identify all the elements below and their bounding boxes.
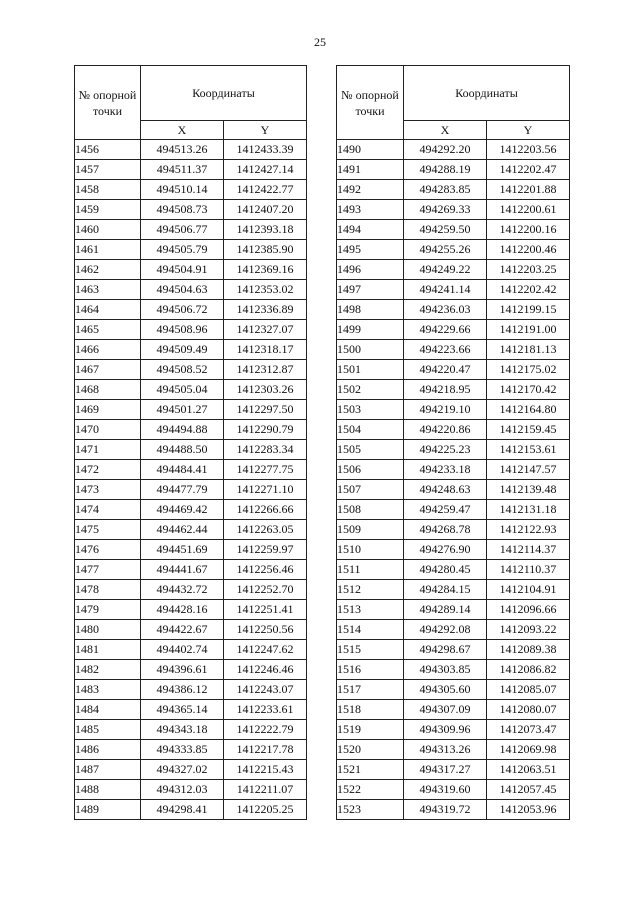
y-coordinate-cell: 1412069.98	[487, 740, 570, 760]
y-coordinate-cell: 1412057.45	[487, 780, 570, 800]
y-coordinate-cell: 1412217.78	[224, 740, 307, 760]
table-row	[337, 600, 570, 620]
x-coordinate-cell: 494508.96	[141, 320, 224, 340]
y-coordinate-cell: 1412096.66	[487, 600, 570, 620]
x-coordinate-cell: 494327.02	[141, 760, 224, 780]
point-number-cell: 1511	[337, 560, 404, 580]
x-coordinate-cell: 494319.60	[404, 780, 487, 800]
point-number-cell: 1503	[337, 400, 404, 420]
x-coordinate-cell: 494289.14	[404, 600, 487, 620]
point-number-cell: 1483	[75, 680, 141, 700]
point-number-cell: 1517	[337, 680, 404, 700]
y-coordinate-cell: 1412259.97	[224, 540, 307, 560]
point-number-header: № опорной точки	[337, 66, 404, 140]
y-coordinate-cell: 1412200.16	[487, 220, 570, 240]
x-coordinate-cell: 494259.50	[404, 220, 487, 240]
x-coordinate-cell: 494220.86	[404, 420, 487, 440]
x-coordinate-cell: 494284.15	[404, 580, 487, 600]
y-coordinate-cell: 1412170.42	[487, 380, 570, 400]
table-row	[337, 660, 570, 680]
x-coordinate-cell: 494494.88	[141, 420, 224, 440]
y-coordinate-cell: 1412266.66	[224, 500, 307, 520]
coordinates-header: Координаты	[404, 66, 570, 121]
x-coordinate-cell: 494268.78	[404, 520, 487, 540]
table-row	[337, 400, 570, 420]
coordinates-table-left	[74, 65, 307, 820]
x-coordinate-cell: 494259.47	[404, 500, 487, 520]
table-row	[75, 140, 307, 160]
table-row	[75, 600, 307, 620]
table-row	[75, 280, 307, 300]
point-number-cell: 1518	[337, 700, 404, 720]
point-number-cell: 1474	[75, 500, 141, 520]
y-coordinate-cell: 1412252.70	[224, 580, 307, 600]
table-row	[75, 420, 307, 440]
y-coordinate-cell: 1412114.37	[487, 540, 570, 560]
table-row	[75, 700, 307, 720]
y-coordinate-cell: 1412199.15	[487, 300, 570, 320]
x-coordinate-cell: 494396.61	[141, 660, 224, 680]
y-coordinate-cell: 1412191.00	[487, 320, 570, 340]
x-coordinate-cell: 494343.18	[141, 720, 224, 740]
point-number-cell: 1494	[337, 220, 404, 240]
y-coordinate-cell: 1412336.89	[224, 300, 307, 320]
x-coordinate-cell: 494319.72	[404, 800, 487, 820]
table-row	[75, 360, 307, 380]
table-row	[337, 640, 570, 660]
y-coordinate-cell: 1412297.50	[224, 400, 307, 420]
x-coordinate-cell: 494505.04	[141, 380, 224, 400]
table-row	[75, 540, 307, 560]
y-coordinate-cell: 1412175.02	[487, 360, 570, 380]
y-coordinate-cell: 1412222.79	[224, 720, 307, 740]
y-coordinate-cell: 1412200.46	[487, 240, 570, 260]
table-row	[337, 140, 570, 160]
point-number-cell: 1471	[75, 440, 141, 460]
point-number-cell: 1467	[75, 360, 141, 380]
table-row	[337, 520, 570, 540]
x-coordinate-cell: 494303.85	[404, 660, 487, 680]
y-coordinate-cell: 1412407.20	[224, 200, 307, 220]
point-number-cell: 1493	[337, 200, 404, 220]
x-coordinate-cell: 494365.14	[141, 700, 224, 720]
x-coordinate-cell: 494298.67	[404, 640, 487, 660]
x-coordinate-cell: 494432.72	[141, 580, 224, 600]
point-number-cell: 1470	[75, 420, 141, 440]
table-row	[337, 220, 570, 240]
point-number-cell: 1491	[337, 160, 404, 180]
y-coordinate-cell: 1412205.25	[224, 800, 307, 820]
point-number-cell: 1480	[75, 620, 141, 640]
table-row	[75, 480, 307, 500]
x-coordinate-cell: 494510.14	[141, 180, 224, 200]
x-coordinate-cell: 494386.12	[141, 680, 224, 700]
table-row	[75, 740, 307, 760]
x-coordinate-cell: 494422.67	[141, 620, 224, 640]
table-row	[337, 420, 570, 440]
y-coordinate-cell: 1412203.56	[487, 140, 570, 160]
table-row	[75, 320, 307, 340]
y-coordinate-cell: 1412243.07	[224, 680, 307, 700]
y-coordinate-cell: 1412159.45	[487, 420, 570, 440]
table-row	[337, 560, 570, 580]
point-number-cell: 1504	[337, 420, 404, 440]
y-coordinate-cell: 1412202.42	[487, 280, 570, 300]
point-number-cell: 1460	[75, 220, 141, 240]
x-coordinate-cell: 494317.27	[404, 760, 487, 780]
y-coordinate-cell: 1412080.07	[487, 700, 570, 720]
x-coordinate-cell: 494241.14	[404, 280, 487, 300]
table-row	[75, 160, 307, 180]
point-number-cell: 1462	[75, 260, 141, 280]
y-coordinate-cell: 1412247.62	[224, 640, 307, 660]
y-header: Y	[487, 121, 570, 140]
point-number-cell: 1500	[337, 340, 404, 360]
y-coordinate-cell: 1412246.46	[224, 660, 307, 680]
table-row	[337, 700, 570, 720]
point-number-cell: 1521	[337, 760, 404, 780]
x-coordinate-cell: 494508.52	[141, 360, 224, 380]
x-coordinate-cell: 494276.90	[404, 540, 487, 560]
point-number-cell: 1472	[75, 460, 141, 480]
table-row	[75, 720, 307, 740]
y-coordinate-cell: 1412251.41	[224, 600, 307, 620]
y-coordinate-cell: 1412110.37	[487, 560, 570, 580]
page-number: 25	[314, 35, 326, 49]
y-coordinate-cell: 1412250.56	[224, 620, 307, 640]
x-coordinate-cell: 494255.26	[404, 240, 487, 260]
x-coordinate-cell: 494283.85	[404, 180, 487, 200]
table-row	[75, 760, 307, 780]
point-number-cell: 1487	[75, 760, 141, 780]
y-coordinate-cell: 1412200.61	[487, 200, 570, 220]
x-coordinate-cell: 494233.18	[404, 460, 487, 480]
table-row	[337, 300, 570, 320]
y-coordinate-cell: 1412202.47	[487, 160, 570, 180]
table-row	[337, 160, 570, 180]
x-coordinate-cell: 494219.10	[404, 400, 487, 420]
x-coordinate-cell: 494513.26	[141, 140, 224, 160]
table-row	[75, 220, 307, 240]
x-coordinate-cell: 494451.69	[141, 540, 224, 560]
table-row	[75, 640, 307, 660]
x-coordinate-cell: 494441.67	[141, 560, 224, 580]
x-coordinate-cell: 494501.27	[141, 400, 224, 420]
point-number-cell: 1496	[337, 260, 404, 280]
point-number-cell: 1516	[337, 660, 404, 680]
table-row	[337, 780, 570, 800]
x-coordinate-cell: 494504.63	[141, 280, 224, 300]
table-row	[337, 680, 570, 700]
table-row	[75, 520, 307, 540]
y-coordinate-cell: 1412147.57	[487, 460, 570, 480]
point-number-cell: 1465	[75, 320, 141, 340]
x-coordinate-cell: 494505.79	[141, 240, 224, 260]
x-coordinate-cell: 494511.37	[141, 160, 224, 180]
point-number-cell: 1512	[337, 580, 404, 600]
point-number-cell: 1461	[75, 240, 141, 260]
x-coordinate-cell: 494469.42	[141, 500, 224, 520]
table-row	[337, 720, 570, 740]
y-coordinate-cell: 1412131.18	[487, 500, 570, 520]
point-number-cell: 1479	[75, 600, 141, 620]
y-coordinate-cell: 1412203.25	[487, 260, 570, 280]
table-row	[75, 400, 307, 420]
y-coordinate-cell: 1412303.26	[224, 380, 307, 400]
x-coordinate-cell: 494225.23	[404, 440, 487, 460]
x-coordinate-cell: 494462.44	[141, 520, 224, 540]
x-coordinate-cell: 494509.49	[141, 340, 224, 360]
y-coordinate-cell: 1412122.93	[487, 520, 570, 540]
y-coordinate-cell: 1412164.80	[487, 400, 570, 420]
table-row	[75, 560, 307, 580]
x-coordinate-cell: 494269.33	[404, 200, 487, 220]
table-row	[337, 480, 570, 500]
point-number-cell: 1456	[75, 140, 141, 160]
point-number-cell: 1522	[337, 780, 404, 800]
table-row	[75, 580, 307, 600]
x-coordinate-cell: 494298.41	[141, 800, 224, 820]
table-row	[75, 620, 307, 640]
table-row	[75, 240, 307, 260]
table-row	[337, 200, 570, 220]
table-row	[337, 440, 570, 460]
x-coordinate-cell: 494307.09	[404, 700, 487, 720]
y-coordinate-cell: 1412369.16	[224, 260, 307, 280]
table-row	[337, 280, 570, 300]
point-number-cell: 1515	[337, 640, 404, 660]
point-number-cell: 1509	[337, 520, 404, 540]
table-row	[337, 460, 570, 480]
y-coordinate-cell: 1412153.61	[487, 440, 570, 460]
y-coordinate-cell: 1412073.47	[487, 720, 570, 740]
point-number-cell: 1468	[75, 380, 141, 400]
point-number-cell: 1514	[337, 620, 404, 640]
point-number-cell: 1497	[337, 280, 404, 300]
table-row	[337, 180, 570, 200]
table-row	[75, 380, 307, 400]
table-row	[75, 800, 307, 820]
x-coordinate-cell: 494477.79	[141, 480, 224, 500]
table-row	[75, 440, 307, 460]
x-coordinate-cell: 494229.66	[404, 320, 487, 340]
point-number-header: № опорной точки	[75, 66, 141, 140]
y-coordinate-cell: 1412215.43	[224, 760, 307, 780]
y-header: Y	[224, 121, 307, 140]
point-number-cell: 1495	[337, 240, 404, 260]
point-number-cell: 1463	[75, 280, 141, 300]
y-coordinate-cell: 1412256.46	[224, 560, 307, 580]
y-coordinate-cell: 1412327.07	[224, 320, 307, 340]
point-number-cell: 1492	[337, 180, 404, 200]
table-row	[337, 620, 570, 640]
table-row	[337, 760, 570, 780]
y-coordinate-cell: 1412181.13	[487, 340, 570, 360]
point-number-cell: 1498	[337, 300, 404, 320]
point-number-cell: 1475	[75, 520, 141, 540]
y-coordinate-cell: 1412085.07	[487, 680, 570, 700]
point-number-cell: 1477	[75, 560, 141, 580]
point-number-cell: 1520	[337, 740, 404, 760]
table-row	[337, 500, 570, 520]
table-row	[75, 660, 307, 680]
table-row	[75, 780, 307, 800]
point-number-cell: 1458	[75, 180, 141, 200]
point-number-cell: 1476	[75, 540, 141, 560]
table-row	[337, 540, 570, 560]
point-number-cell: 1486	[75, 740, 141, 760]
table-row	[337, 260, 570, 280]
y-coordinate-cell: 1412201.88	[487, 180, 570, 200]
table-row	[75, 300, 307, 320]
point-number-cell: 1473	[75, 480, 141, 500]
x-coordinate-cell: 494249.22	[404, 260, 487, 280]
table-row	[337, 240, 570, 260]
x-coordinate-cell: 494288.19	[404, 160, 487, 180]
point-number-cell: 1523	[337, 800, 404, 820]
x-header: X	[141, 121, 224, 140]
point-number-cell: 1502	[337, 380, 404, 400]
table-row	[75, 460, 307, 480]
table-row	[337, 800, 570, 820]
x-coordinate-cell: 494223.66	[404, 340, 487, 360]
x-coordinate-cell: 494292.20	[404, 140, 487, 160]
point-number-cell: 1501	[337, 360, 404, 380]
y-coordinate-cell: 1412433.39	[224, 140, 307, 160]
x-coordinate-cell: 494220.47	[404, 360, 487, 380]
table-row	[75, 260, 307, 280]
y-coordinate-cell: 1412139.48	[487, 480, 570, 500]
x-coordinate-cell: 494484.41	[141, 460, 224, 480]
x-coordinate-cell: 494218.95	[404, 380, 487, 400]
table-row	[75, 680, 307, 700]
point-number-cell: 1466	[75, 340, 141, 360]
point-number-cell: 1508	[337, 500, 404, 520]
x-coordinate-cell: 494506.77	[141, 220, 224, 240]
point-number-cell: 1485	[75, 720, 141, 740]
table-row	[75, 200, 307, 220]
y-coordinate-cell: 1412104.91	[487, 580, 570, 600]
y-coordinate-cell: 1412271.10	[224, 480, 307, 500]
x-coordinate-cell: 494333.85	[141, 740, 224, 760]
y-coordinate-cell: 1412053.96	[487, 800, 570, 820]
table-row	[75, 500, 307, 520]
point-number-cell: 1490	[337, 140, 404, 160]
table-row	[337, 340, 570, 360]
x-coordinate-cell: 494305.60	[404, 680, 487, 700]
point-number-cell: 1507	[337, 480, 404, 500]
x-coordinate-cell: 494248.63	[404, 480, 487, 500]
x-coordinate-cell: 494504.91	[141, 260, 224, 280]
point-number-cell: 1464	[75, 300, 141, 320]
point-number-cell: 1488	[75, 780, 141, 800]
table-row	[337, 360, 570, 380]
point-number-cell: 1506	[337, 460, 404, 480]
x-coordinate-cell: 494312.03	[141, 780, 224, 800]
point-number-cell: 1478	[75, 580, 141, 600]
x-coordinate-cell: 494309.96	[404, 720, 487, 740]
x-header: X	[404, 121, 487, 140]
y-coordinate-cell: 1412277.75	[224, 460, 307, 480]
y-coordinate-cell: 1412283.34	[224, 440, 307, 460]
point-number-cell: 1519	[337, 720, 404, 740]
y-coordinate-cell: 1412385.90	[224, 240, 307, 260]
x-coordinate-cell: 494313.26	[404, 740, 487, 760]
y-coordinate-cell: 1412263.05	[224, 520, 307, 540]
table-row	[337, 320, 570, 340]
y-coordinate-cell: 1412290.79	[224, 420, 307, 440]
point-number-cell: 1457	[75, 160, 141, 180]
x-coordinate-cell: 494236.03	[404, 300, 487, 320]
y-coordinate-cell: 1412211.07	[224, 780, 307, 800]
y-coordinate-cell: 1412422.77	[224, 180, 307, 200]
y-coordinate-cell: 1412393.18	[224, 220, 307, 240]
point-number-cell: 1481	[75, 640, 141, 660]
y-coordinate-cell: 1412086.82	[487, 660, 570, 680]
point-number-cell: 1482	[75, 660, 141, 680]
x-coordinate-cell: 494292.08	[404, 620, 487, 640]
point-number-cell: 1499	[337, 320, 404, 340]
y-coordinate-cell: 1412353.02	[224, 280, 307, 300]
point-number-cell: 1469	[75, 400, 141, 420]
y-coordinate-cell: 1412063.51	[487, 760, 570, 780]
point-number-cell: 1459	[75, 200, 141, 220]
point-number-cell: 1505	[337, 440, 404, 460]
table-row	[75, 180, 307, 200]
table-row	[337, 580, 570, 600]
x-coordinate-cell: 494402.74	[141, 640, 224, 660]
coordinates-table-right	[336, 65, 570, 820]
x-coordinate-cell: 494280.45	[404, 560, 487, 580]
table-row	[337, 380, 570, 400]
x-coordinate-cell: 494508.73	[141, 200, 224, 220]
table-row	[75, 340, 307, 360]
point-number-cell: 1510	[337, 540, 404, 560]
y-coordinate-cell: 1412318.17	[224, 340, 307, 360]
y-coordinate-cell: 1412089.38	[487, 640, 570, 660]
x-coordinate-cell: 494506.72	[141, 300, 224, 320]
x-coordinate-cell: 494488.50	[141, 440, 224, 460]
table-row	[337, 740, 570, 760]
y-coordinate-cell: 1412427.14	[224, 160, 307, 180]
y-coordinate-cell: 1412312.87	[224, 360, 307, 380]
y-coordinate-cell: 1412233.61	[224, 700, 307, 720]
coordinates-header: Координаты	[141, 66, 307, 121]
y-coordinate-cell: 1412093.22	[487, 620, 570, 640]
point-number-cell: 1513	[337, 600, 404, 620]
x-coordinate-cell: 494428.16	[141, 600, 224, 620]
point-number-cell: 1489	[75, 800, 141, 820]
point-number-cell: 1484	[75, 700, 141, 720]
